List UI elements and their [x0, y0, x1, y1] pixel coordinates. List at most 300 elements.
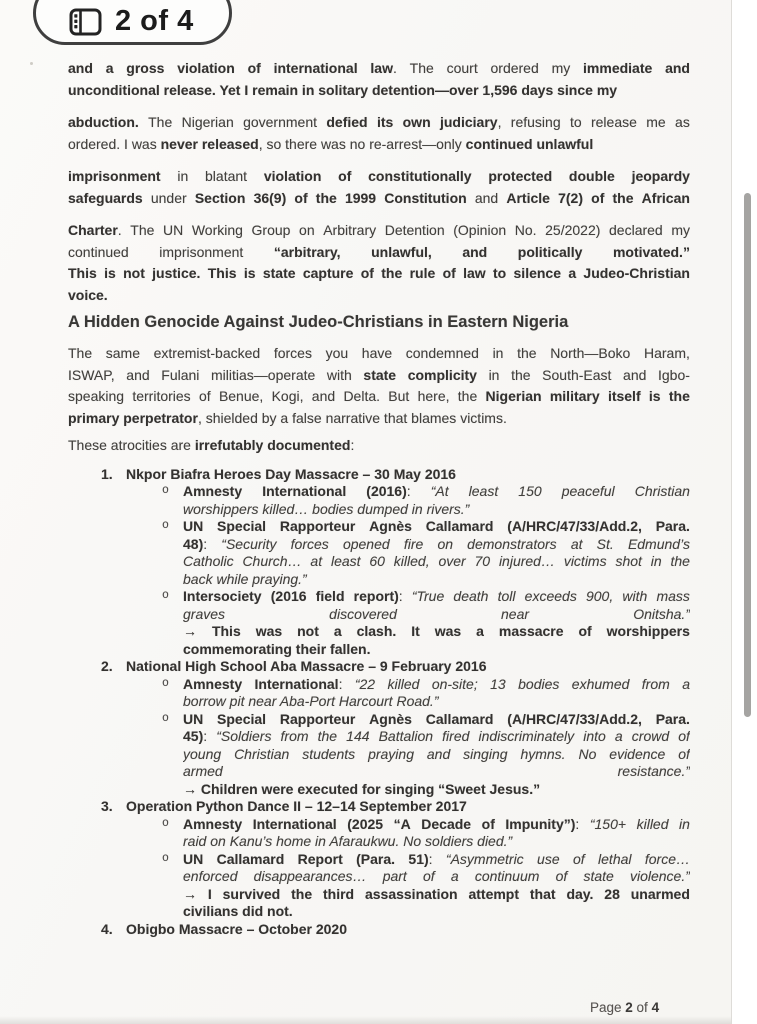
text-word [630, 868, 690, 886]
text-run: : [203, 728, 208, 744]
text-run: immediate [583, 60, 653, 76]
text-run: UN [183, 850, 204, 867]
text-run: armed [183, 763, 223, 779]
text-run: from [641, 675, 670, 692]
text-word [408, 365, 477, 387]
text-run: imprisonment [68, 168, 161, 184]
text-word [68, 263, 97, 285]
scrollbar-thumb[interactable] [744, 193, 751, 717]
page-counter-badge[interactable] [33, 0, 232, 45]
text-word [570, 112, 582, 134]
text-run: justice. [152, 265, 201, 281]
text-word [130, 220, 154, 242]
text-run: 51) [408, 850, 429, 867]
text-run: 7(2) [558, 189, 583, 206]
list-item [68, 466, 690, 484]
text-word [678, 728, 690, 746]
text-word [499, 623, 564, 641]
text-run: (2025 [347, 815, 384, 832]
text-run: raid on Kanu’s home in Afaraukwu. No soldiers died.” [183, 833, 513, 849]
text-run: primary perpetrator [68, 409, 198, 426]
text-word [248, 58, 261, 80]
text-word [264, 166, 322, 188]
text-word [183, 746, 221, 764]
text-run: Nkpor Biafra Heroes Day Massacre – 30 May 2016 [126, 465, 456, 482]
text-run: This [68, 265, 97, 281]
text-run: you [325, 345, 349, 361]
text-word [411, 623, 420, 641]
text-word [550, 343, 630, 365]
text-word [104, 263, 116, 285]
text-word [615, 728, 623, 746]
text-word [163, 220, 183, 242]
text-word [68, 112, 139, 134]
text-word [255, 676, 343, 694]
text-word [68, 220, 122, 242]
text-word [208, 886, 212, 904]
text-word [476, 623, 484, 641]
text-run: not [297, 623, 319, 639]
text-run: of [422, 868, 435, 884]
text-word [562, 483, 615, 501]
text-run: of [360, 265, 374, 281]
sub-bullet [68, 518, 690, 588]
text-run: International [254, 675, 339, 692]
text-word [262, 483, 346, 501]
text-run: killed, [393, 553, 430, 569]
text-word [427, 746, 450, 764]
text-run: Article [506, 189, 550, 206]
section-heading: A Hidden Genocide Against Judeo-Christians in Eastern Nigeria [68, 313, 569, 331]
text-run: own [402, 114, 431, 130]
text-word [345, 188, 376, 210]
text-run: of [678, 745, 690, 762]
text-line [68, 242, 690, 264]
text-run: Rapporteur [279, 518, 356, 534]
text-word [377, 112, 393, 134]
text-word [644, 343, 690, 365]
text-word [490, 676, 506, 694]
text-word [366, 483, 410, 501]
text-run: toll [497, 588, 516, 604]
text-word [195, 188, 246, 210]
text-run: Section [194, 189, 246, 206]
text-run: indiscriminately [478, 728, 575, 744]
text-run: fire [403, 535, 424, 552]
text-word [552, 58, 571, 80]
text-word [631, 886, 690, 904]
text-run: It [411, 623, 420, 639]
text-word [440, 112, 501, 134]
text-run: use [537, 850, 560, 867]
text-run: a [450, 868, 459, 884]
text-run: refusing [510, 114, 561, 130]
text-word [183, 711, 203, 729]
text-run: students [302, 745, 356, 762]
text-run: least [330, 553, 361, 569]
text-run: : [203, 535, 208, 552]
text-run: Amnesty [183, 815, 243, 832]
text-run: and [311, 388, 336, 404]
text-run: in [650, 553, 662, 569]
text-word [272, 386, 304, 408]
text-word [682, 676, 690, 694]
text-word [244, 263, 256, 285]
text-run: irrefutably documented [194, 437, 351, 453]
text-line [183, 763, 690, 781]
text-word [370, 58, 396, 80]
text-word [126, 365, 149, 387]
paragraph [68, 435, 690, 457]
text-word [182, 112, 234, 134]
text-run: imprisonment [159, 243, 244, 260]
text-run: shot [615, 553, 642, 569]
text-run: unarmed [630, 885, 690, 902]
text-word [408, 851, 432, 869]
text-word [354, 588, 403, 606]
text-run: the [457, 388, 478, 404]
text-run: (2016 [270, 588, 307, 604]
text-word [221, 536, 276, 554]
text-run: court [446, 60, 478, 76]
text-word [665, 58, 690, 80]
text-word [566, 886, 593, 904]
text-word [550, 386, 600, 408]
text-run: a [682, 675, 690, 692]
text-word [394, 553, 430, 571]
text-word [518, 483, 541, 501]
bullet-marker: o [162, 711, 169, 725]
text-run: UN [183, 710, 204, 727]
text-word [404, 536, 423, 554]
text-run: National High School Aba Massacre – 9 February 2016 [126, 658, 487, 674]
text-run: the [291, 885, 313, 902]
bullet-marker: o [162, 484, 169, 497]
text-run: Christian [634, 483, 690, 499]
text-run: victims [563, 553, 607, 569]
text-word [583, 263, 690, 285]
text-line [183, 518, 690, 536]
text-word [613, 242, 690, 264]
text-word [388, 676, 420, 694]
page-bottom-shadow [0, 1016, 731, 1024]
text-run: The [148, 114, 173, 130]
text-word [343, 536, 390, 554]
text-word [183, 483, 242, 501]
text-run: lethal [598, 850, 632, 867]
text-run: government [243, 114, 318, 130]
text-run: Para. [655, 518, 690, 534]
text-word [274, 343, 312, 365]
text-run: death [453, 588, 489, 604]
text-word [525, 588, 577, 606]
text-run: law [370, 60, 393, 76]
text-word [410, 263, 436, 285]
text-word [569, 166, 615, 188]
text-word [482, 816, 495, 834]
text-word [183, 676, 242, 694]
text-line [126, 921, 690, 939]
text-run: into [583, 728, 606, 744]
text-line [183, 536, 690, 554]
text-word [506, 188, 550, 210]
text-word [432, 676, 478, 694]
text-run: demonstrators [467, 535, 557, 552]
text-run: of [578, 623, 592, 639]
text-run: exceeds [524, 588, 577, 604]
text-word [468, 886, 519, 904]
text-run: continued [68, 243, 129, 260]
document-content [68, 58, 690, 938]
text-run: (A/HRC/47/33/Add.2, [507, 518, 642, 534]
text-word [303, 263, 354, 285]
text-word [68, 343, 92, 365]
text-run: Obigbo Massacre – October 2020 [126, 920, 347, 937]
text-run: is [104, 265, 116, 281]
text-word [274, 242, 341, 264]
text-word [253, 816, 337, 834]
text-run: and [426, 745, 451, 762]
text-word [491, 58, 539, 80]
page-number-footer [590, 998, 659, 1018]
text-word [381, 263, 402, 285]
text-word [356, 851, 395, 869]
text-run: : [350, 437, 355, 453]
text-word [316, 588, 345, 606]
text-run: forces [273, 345, 312, 361]
text-word [294, 188, 307, 210]
text-run: rule [409, 265, 436, 281]
text-word [310, 553, 322, 571]
text-run: : [428, 850, 433, 867]
text-run: The [409, 60, 434, 76]
text-word [106, 343, 140, 365]
text-run: fired [442, 728, 470, 744]
text-word [462, 242, 487, 264]
text-run: same [105, 345, 140, 361]
text-run: to [569, 114, 582, 130]
text-word [216, 728, 271, 746]
text-word [656, 711, 690, 729]
text-line [68, 408, 690, 430]
text-run: and [462, 243, 488, 260]
text-run: injured… [498, 553, 555, 569]
text-word [148, 112, 172, 134]
text-word [486, 386, 542, 408]
text-word [68, 365, 115, 387]
text-run: Fulani [161, 366, 200, 383]
paragraph [68, 58, 690, 101]
text-word [520, 746, 565, 764]
text-word [418, 386, 450, 408]
text-word [493, 263, 506, 285]
text-word [126, 58, 164, 80]
text-word [571, 536, 583, 554]
text-run: clash. [356, 623, 397, 639]
text-line [126, 658, 690, 676]
text-run: a [614, 728, 623, 744]
text-line [183, 711, 690, 729]
text-run: third [322, 885, 355, 902]
text-run: report) [353, 588, 399, 604]
text-run: Haram, [643, 345, 690, 361]
text-word [678, 746, 690, 764]
body-paragraphs [68, 343, 690, 457]
text-run: the [315, 189, 337, 206]
text-run: assassination [364, 885, 458, 902]
text-run: state [262, 265, 296, 281]
text-run: Decade [421, 815, 472, 832]
text-run: and [665, 60, 690, 76]
text-word [475, 868, 540, 886]
text-run: : [398, 588, 403, 604]
text-run: and [68, 60, 93, 76]
text-word [493, 343, 504, 365]
text-run: least [468, 483, 499, 499]
text-word [590, 816, 626, 834]
text-run: “True [411, 588, 445, 604]
text-word [435, 623, 461, 641]
text-word [68, 58, 93, 80]
text-line [183, 746, 690, 764]
text-run: Catholic [183, 553, 234, 569]
text-run: 70 [474, 553, 491, 569]
text-word [312, 386, 335, 408]
text-run: UN [183, 518, 204, 534]
text-run: , [497, 114, 502, 130]
text-word [346, 728, 369, 746]
text-run: under [150, 189, 187, 206]
text-word [152, 263, 200, 285]
text-run: civilians did not. [183, 903, 293, 919]
text-run: resistance.” [617, 763, 690, 779]
text-word [556, 868, 568, 886]
text-word [514, 263, 561, 285]
text-word [106, 58, 114, 80]
text-word [645, 851, 690, 869]
text-run: militias—operate [211, 366, 316, 383]
text-run: massacre [498, 623, 564, 639]
text-line [183, 571, 690, 589]
text-line [183, 501, 690, 519]
text-word [192, 220, 243, 242]
text-word [646, 112, 665, 134]
text-word [410, 58, 434, 80]
text-word [447, 58, 478, 80]
text-word [421, 816, 471, 834]
text-run: never released [160, 135, 259, 152]
text-run: unlawful, [371, 243, 432, 260]
text-run: 2 [625, 1000, 633, 1015]
text-line [68, 365, 690, 387]
text-line [68, 188, 690, 210]
text-word [542, 365, 611, 387]
text-run: (Opinion [453, 222, 507, 238]
text-word [183, 623, 197, 641]
text-run: of [294, 189, 308, 206]
text-run: evidence [609, 745, 666, 762]
text-run: 48) [183, 535, 204, 552]
text-run: exhumed [571, 675, 630, 692]
text-run: in [177, 168, 189, 184]
text-line [183, 781, 690, 799]
text-word [615, 553, 641, 571]
text-word [583, 728, 606, 746]
text-word [365, 886, 458, 904]
text-word [518, 676, 559, 694]
text-word [656, 518, 690, 536]
text-word [379, 728, 433, 746]
text-word [511, 112, 561, 134]
text-run: protected [488, 168, 553, 184]
text-word [475, 188, 498, 210]
text-word [323, 886, 354, 904]
list-item-number: 2. [101, 658, 113, 674]
text-run: Judeo-Christian [583, 265, 690, 281]
text-run: Operation Python Dance II – 12–14 September 2017 [126, 798, 467, 814]
text-word [675, 112, 690, 134]
text-word [632, 166, 690, 188]
text-word [671, 553, 690, 571]
sub-bullet [68, 711, 690, 799]
text-word [243, 112, 317, 134]
text-word [403, 112, 431, 134]
text-run: “At [430, 483, 449, 499]
text-run: in [488, 366, 500, 383]
text-run: Arbitrary [323, 222, 377, 238]
text-run: killed [636, 815, 669, 832]
text-run: Intersociety [183, 588, 262, 604]
text-word [609, 746, 665, 764]
text-run: 900, [585, 588, 614, 604]
text-run: defied [326, 114, 368, 130]
text-run: the [511, 366, 531, 383]
text-run: Agnès [369, 518, 412, 534]
intro-paragraphs [68, 58, 690, 306]
text-run: 150 [518, 483, 542, 499]
text-run: politically [517, 243, 583, 260]
text-word [183, 728, 207, 746]
text-word [426, 518, 494, 536]
text-word [151, 188, 187, 210]
text-run: ordered [490, 60, 539, 76]
text-run: . [117, 222, 122, 238]
text-word [316, 188, 337, 210]
text-run: of [481, 815, 495, 832]
text-run: hymns. [520, 745, 566, 762]
text-run: (A/HRC/47/33/Add.2, [507, 710, 642, 727]
text-word [338, 166, 351, 188]
text-run: Callamard [425, 710, 494, 727]
text-run: motivated.” [612, 243, 690, 260]
text-word [183, 763, 223, 781]
text-word [274, 58, 358, 80]
text-run: The [68, 345, 93, 361]
text-run: me [646, 114, 666, 130]
text-run: of [338, 168, 352, 184]
text-run: back while praying.” [183, 570, 307, 587]
text-line [183, 623, 690, 641]
text-word [507, 711, 642, 729]
list-item [68, 798, 690, 816]
text-run: Detention [384, 222, 445, 238]
text-word [431, 483, 449, 501]
text-word [368, 746, 414, 764]
text-run: → [183, 885, 197, 902]
text-run: state [363, 366, 397, 383]
text-word [318, 728, 337, 746]
text-word [443, 263, 456, 285]
